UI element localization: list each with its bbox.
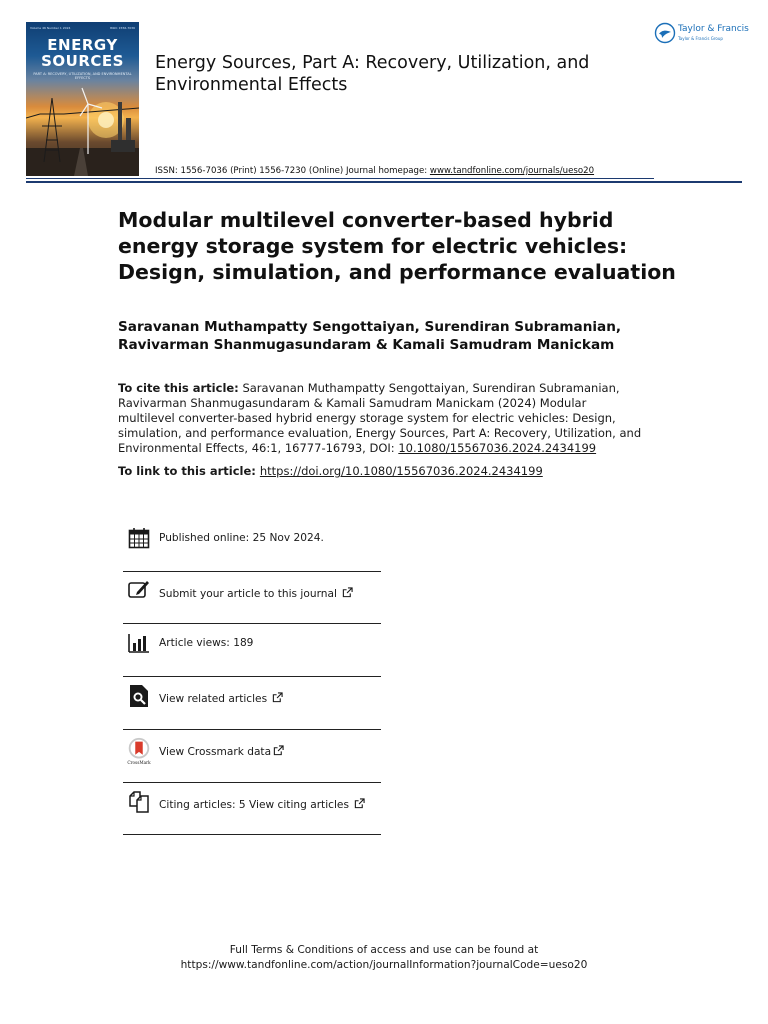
citing-articles-link[interactable] [159, 798, 365, 811]
external-link-icon [342, 587, 353, 598]
crossmark-link[interactable] [159, 745, 284, 758]
article-authors: Saravanan Muthampatty Sengottaiyan, Surendiran Subramanian, Ravivarman Shanmugasundaram & Kamali Samudram Manickam [118, 319, 622, 353]
submit-article-link[interactable] [159, 587, 353, 600]
submit-article-text: Submit your article to this journal [159, 588, 337, 600]
citation-block [118, 381, 643, 456]
related-articles-text: View related articles [159, 693, 268, 705]
bar-chart-icon [127, 631, 151, 655]
cover-subtitle: PART A: RECOVERY, UTILIZATION, AND ENVIRONMENTAL EFFECTS [33, 72, 132, 81]
terms-line1: Full Terms & Conditions of access and use can be found at [229, 944, 539, 956]
journal-cover-image [26, 22, 139, 176]
cite-doi-link[interactable]: 10.1080/15567036.2024.2434199 [398, 441, 597, 455]
info-separator [123, 676, 381, 677]
cover-issn-text: ISSN: 1556-7036 [109, 26, 135, 30]
cover-title-line2: SOURCES [41, 52, 124, 70]
header-rule-thin [26, 178, 654, 179]
article-views-text: Article views: 189 [159, 637, 254, 649]
external-link-icon [272, 692, 283, 703]
cite-text: Saravanan Muthampatty Sengottaiyan, Surendiran Subramanian, Ravivarman Shanmugasundaram & Kamali Samudram Manickam (2024) Modular multilevel converter-based hybrid energy storage system for electric vehicles: Design, simulation, and performance evaluation, Energy Sources, Part A: Recovery, Utilization, and Environmental Effects, 46:1, 16777-16793, DOI: [118, 381, 642, 455]
article-title: Modular multilevel converter-based hybrid energy storage system for electric vehicles: Design, simulation, and performance evaluation [118, 208, 676, 284]
external-link-icon [354, 798, 365, 809]
issn-line [155, 166, 594, 176]
article-link-line [118, 464, 543, 479]
link-label: To link to this article: [118, 464, 256, 478]
crossmark-icon [127, 737, 151, 765]
cite-label: To cite this article: [118, 381, 239, 395]
journal-title: Energy Sources, Part A: Recovery, Utilization, and Environmental Effects [155, 53, 590, 95]
info-separator [123, 623, 381, 624]
journal-homepage-link[interactable]: www.tandfonline.com/journals/ueso20 [429, 166, 595, 176]
info-separator [123, 729, 381, 730]
taylor-francis-logo[interactable] [654, 22, 748, 46]
crossmark-text: View Crossmark data [159, 746, 272, 758]
published-online-text: Published online: 25 Nov 2024. [159, 532, 324, 544]
publisher-name: Taylor & Francis [678, 24, 749, 34]
terms-footer [0, 943, 768, 973]
related-articles-link[interactable] [159, 692, 283, 705]
calendar-icon [127, 526, 151, 550]
cover-title-line1: ENERGY [47, 36, 118, 54]
search-document-icon [127, 684, 151, 708]
info-separator [123, 782, 381, 783]
citing-documents-icon [127, 790, 151, 814]
article-doi-link[interactable]: https://doi.org/10.1080/15567036.2024.2434199 [259, 464, 543, 478]
publisher-group: Taylor & Francis Group [678, 36, 723, 41]
taylor-francis-emblem-icon [654, 22, 676, 44]
terms-link[interactable]: https://www.tandfonline.com/action/journalInformation?journalCode=ueso20 [180, 959, 588, 971]
header-rule [26, 181, 742, 183]
citing-articles-text: Citing articles: 5 View citing articles [159, 799, 349, 811]
edit-icon [127, 578, 151, 602]
issn-text: ISSN: 1556-7036 (Print) 1556-7230 (Online) Journal homepage: [155, 166, 430, 176]
cover-volume-text: Volume 46 Number 1 2024 [30, 26, 71, 30]
info-separator [123, 571, 381, 572]
external-link-icon [273, 745, 284, 756]
info-separator [123, 834, 381, 835]
crossmark-small-label: CrossMark [127, 760, 151, 765]
